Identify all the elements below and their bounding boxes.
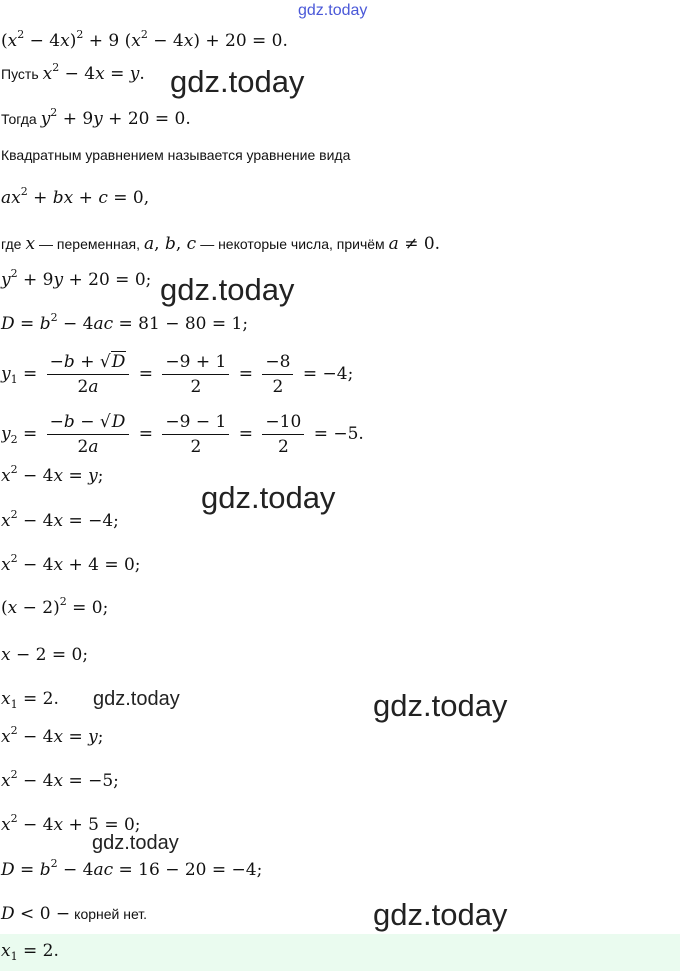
watermark: gdz.today bbox=[201, 480, 336, 515]
watermark-top: gdz.today bbox=[298, 2, 368, 19]
quadratic-definition: Квадратным уравнением называется уравнение вида bbox=[1, 147, 351, 163]
substitution-line: Пусть $x^2 - 4x = y$. bbox=[1, 61, 145, 84]
watermark: gdz.today bbox=[93, 688, 180, 710]
linear-eq: x − 2 = 0; bbox=[1, 645, 89, 665]
then-line: Тогда $y^2 + 9y + 20 = 0$. bbox=[1, 106, 191, 129]
root-y1: $y_1$ = $\frac{-b + √D}{2a}$ = $\frac{-9 + 1}{2}$ = $\frac{-8}{2}$ = −4; bbox=[1, 352, 354, 397]
definition-note: где x — переменная, a, b, c — некоторые числа, причём a ≠ 0. bbox=[1, 234, 441, 254]
watermark: gdz.today bbox=[160, 272, 295, 307]
back-sub-1: $x^2 - 4x = y$; bbox=[1, 463, 104, 486]
eq-plus-4: $x^2 - 4x + 4 = 0$; bbox=[1, 552, 141, 575]
general-form: $ax^2$ + bx + c = 0, bbox=[1, 185, 150, 208]
quadratic-in-y: $y^2 + 9y + 20 = 0$; bbox=[1, 267, 152, 290]
eq-minus-5: $x^2 - 4x = -5$; bbox=[1, 768, 119, 791]
final-answer: $x_1 = 2$. bbox=[1, 941, 59, 963]
answer-box bbox=[0, 934, 680, 971]
root-y2: $y_2$ = $\frac{-b - √D}{2a}$ = $\frac{-9 - 1}{2}$ = $\frac{-10}{2}$ = −5. bbox=[1, 412, 364, 454]
root-x1: $x_1 = 2$. bbox=[1, 689, 59, 711]
watermark: gdz.today bbox=[92, 832, 179, 854]
main-equation: $(x^2 - 4x)^2 + 9$ $(x^2 - 4x) + 20 = 0$. bbox=[1, 28, 288, 51]
back-sub-2: $x^2 - 4x = y$; bbox=[1, 724, 104, 747]
eq-minus-4: $x^2 - 4x = -4$; bbox=[1, 508, 119, 531]
watermark: gdz.today bbox=[170, 64, 305, 99]
discriminant-1: $D = b^2 - 4ac = 81 - 80 = 1$; bbox=[1, 311, 249, 334]
perfect-square: $(x - 2)^2 = 0$; bbox=[1, 595, 109, 618]
watermark: gdz.today bbox=[373, 897, 508, 932]
eq-plus-5: $x^2 - 4x + 5 = 0$; bbox=[1, 812, 141, 835]
watermark: gdz.today bbox=[373, 688, 508, 723]
no-roots-line: D < 0 − корней нет. bbox=[1, 904, 148, 924]
discriminant-2: $D = b^2 - 4ac = 16 - 20 = -4$; bbox=[1, 857, 263, 880]
